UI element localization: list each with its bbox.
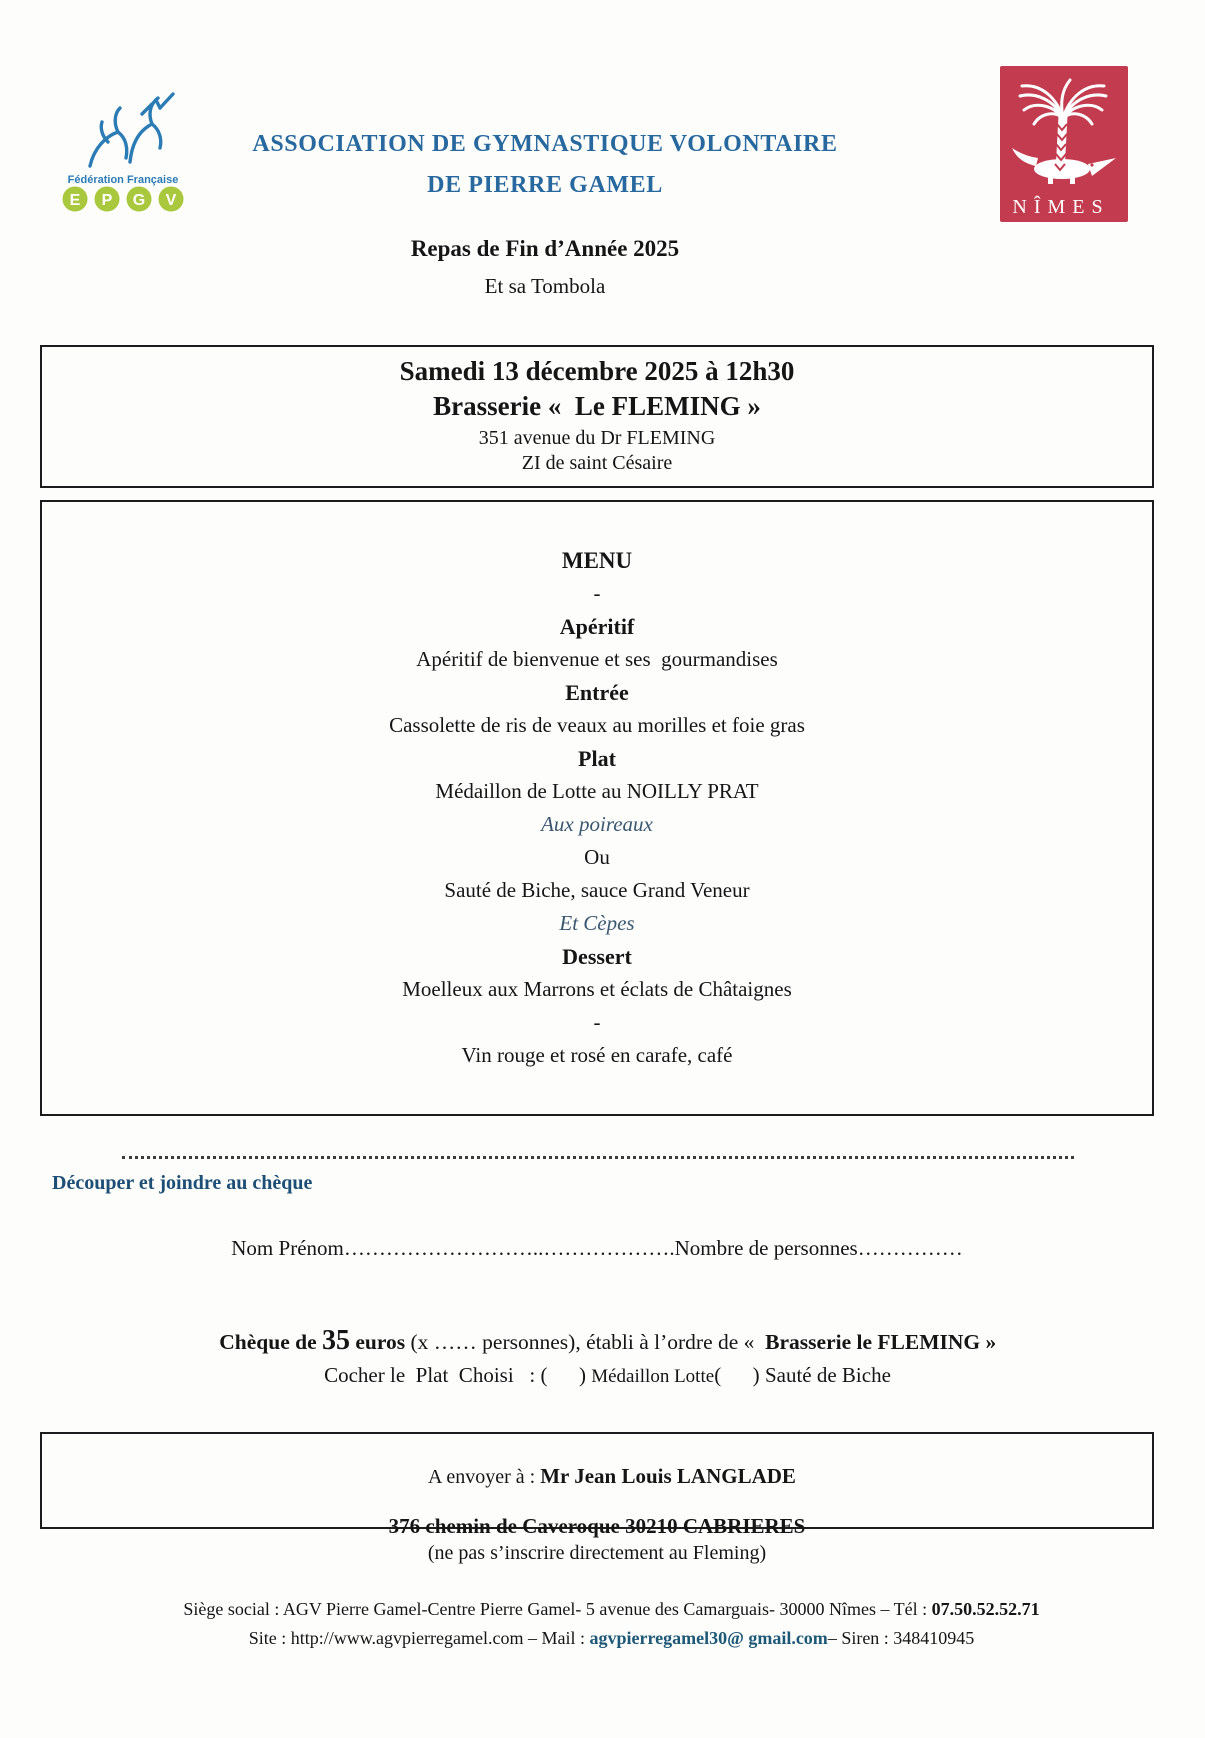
cut-instruction: Découper et joindre au chèque [52,1172,313,1194]
epgv-letter-v: V [165,192,177,209]
footer-siren: – Siren : 348410945 [827,1628,975,1648]
event-subtitle: Et sa Tombola [484,274,606,298]
send-address: 376 chemin de Caveroque 30210 CABRIERES [388,1514,806,1538]
menu-course-dessert: Dessert [562,944,632,969]
menu-title: MENU [561,548,633,573]
association-title-line2: DE PIERRE GAMEL [427,172,663,198]
nimes-city-label: NÎMES [1012,196,1110,218]
cut-dotted-line [122,1156,1074,1159]
menu-item-drinks: Vin rouge et rosé en carafe, café [461,1043,733,1067]
epgv-letter-e: E [69,192,81,209]
plat-choice-prefix: Cocher le Plat Choisi : ( ) [324,1363,592,1387]
footer-email: agvpierregamel30@ gmail.com [589,1628,828,1648]
cheque-prefix: Chèque de [219,1330,322,1354]
epgv-federation-label: Fédération Française [67,174,179,186]
association-title-line1: ASSOCIATION DE GYMNASTIQUE VOLONTAIRE [252,131,838,157]
epgv-logo [56,86,191,214]
menu-separator-2: - [593,1010,601,1034]
event-district: ZI de saint Césaire [521,452,673,474]
event-datetime: Samedi 13 décembre 2025 à 12h30 [399,356,795,386]
event-details-box [40,345,1154,488]
cheque-amount: 35 [321,1325,350,1356]
menu-item-plat-2-garnish: Et Cèpes [559,911,635,935]
send-note: (ne pas s’inscrire directement au Fleming) [427,1542,767,1564]
plat-choice-option-1: Médaillon Lotte [591,1366,715,1387]
menu-or: Ou [584,845,610,869]
send-recipient-name: Mr Jean Louis LANGLADE [540,1464,796,1488]
menu-item-aperitif: Apéritif de bienvenue et ses gourmandises [416,647,778,671]
event-venue: Brasserie « Le FLEMING » [433,391,761,421]
menu-item-plat-2: Sauté de Biche, sauce Grand Veneur [444,878,750,902]
menu-course-plat: Plat [578,746,616,771]
send-line-1 [42,1441,1152,1512]
send-box [40,1432,1154,1564]
event-address: 351 avenue du Dr FLEMING [478,427,716,449]
menu-separator: - [593,581,601,605]
menu-item-entree: Cassolette de ris de veaux au morilles et foie gras [389,713,805,737]
footer-site-url: Site : http://www.agvpierregamel.com – Mail : [248,1628,590,1648]
menu-box [40,500,1154,1116]
event-title: Repas de Fin d’Année 2025 [410,236,680,261]
plat-choice-line [40,1338,1154,1413]
plat-choice-option-2: Sauté de Biche [764,1363,891,1387]
nimes-logo [1000,66,1128,222]
menu-item-dessert: Moelleux aux Marrons et éclats de Châtaignes [402,977,792,1001]
epgv-leaping-figures-icon [90,94,173,166]
menu-course-aperitif: Apéritif [559,614,635,639]
menu-item-plat-1-garnish: Aux poireaux [541,812,653,836]
epgv-letter-badges [62,186,184,212]
association-title [190,124,900,206]
menu-course-entree: Entrée [565,680,629,705]
name-entry-line: Nom Prénom………………………..……………….Nombre de personnes…………… [231,1236,963,1260]
footer-line-2 [0,1607,1205,1670]
epgv-letter-g: G [132,192,146,209]
footer-phone: 07.50.52.52.71 [931,1599,1040,1619]
nimes-palm-crocodile-icon [1000,66,1128,222]
menu-item-plat-1: Médaillon de Lotte au NOILLY PRAT [435,779,759,803]
cheque-payee: Brasserie le FLEMING » [765,1330,997,1354]
plat-choice-separator: ( ) [714,1363,765,1387]
cheque-middle: (x …… personnes), établi à l’ordre de « [410,1330,766,1354]
send-prefix: A envoyer à : [428,1466,541,1488]
epgv-letter-p: P [101,192,113,209]
footer-siege-social: Siège social : AGV Pierre Gamel-Centre Pierre Gamel- 5 avenue des Camarguais- 30000 Nîmes – Tél : [183,1599,932,1619]
epgv-figures-icon [56,86,191,214]
cheque-unit: euros [349,1330,411,1354]
